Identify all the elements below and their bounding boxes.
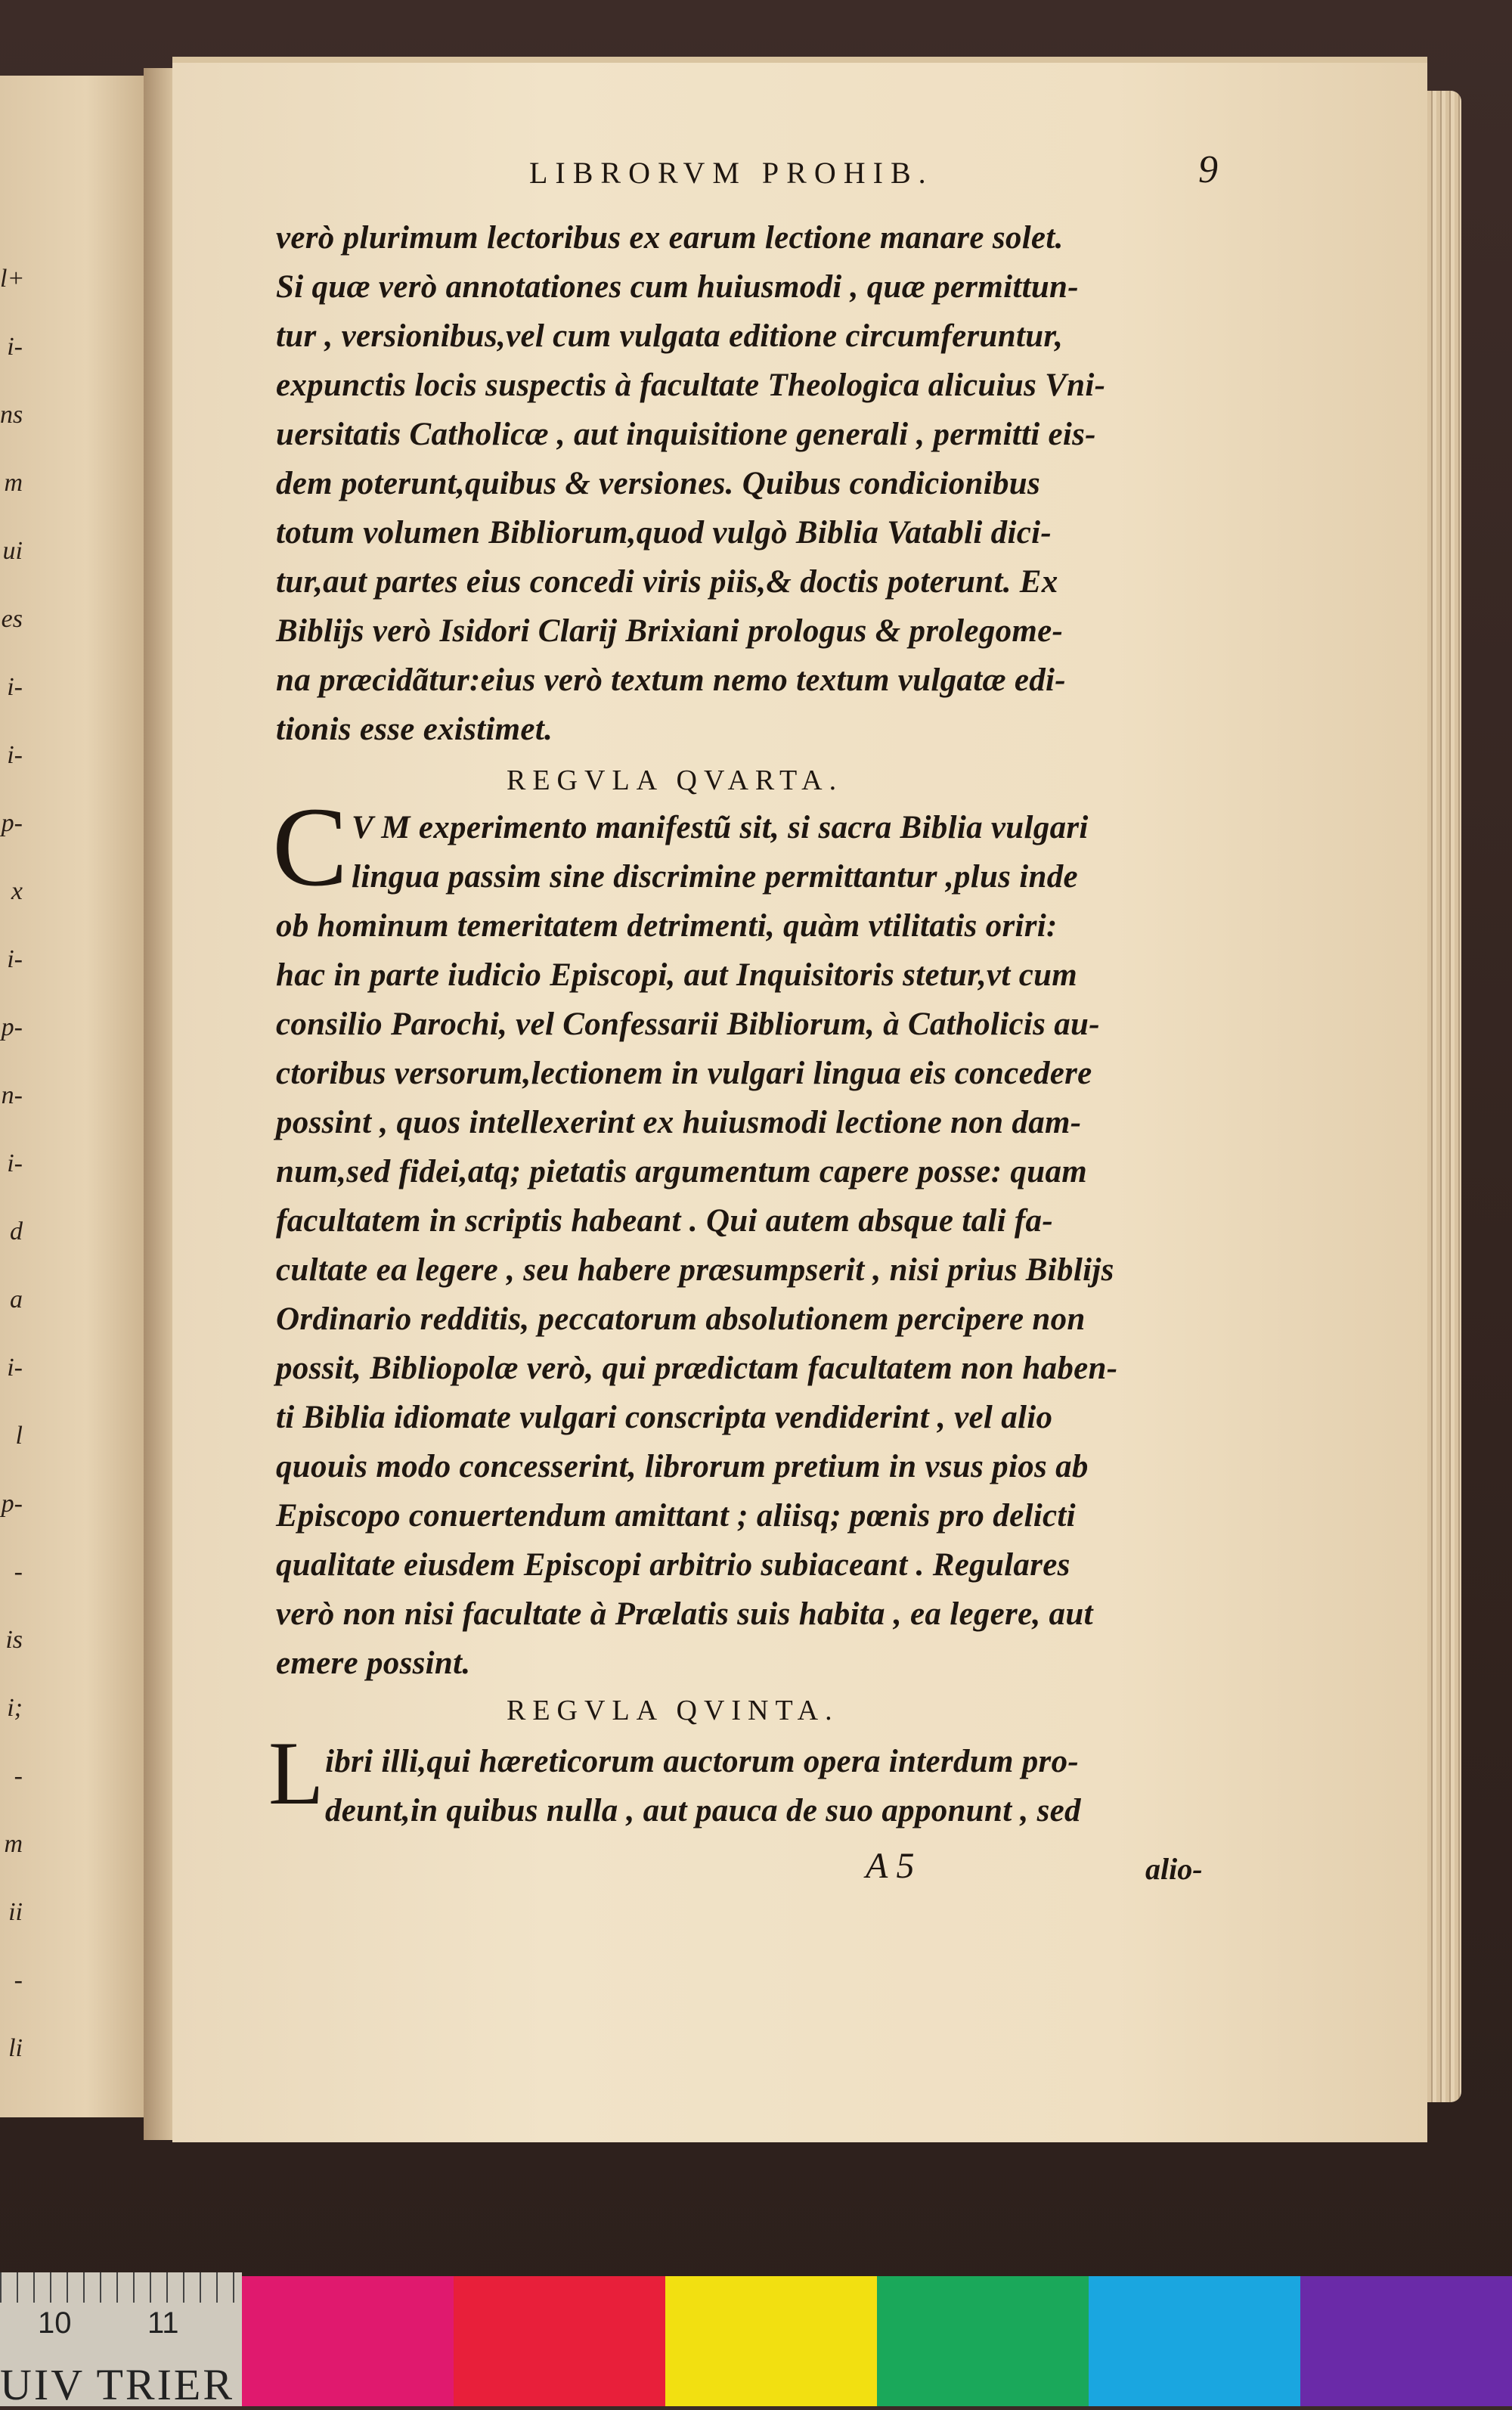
left-page-fragment: ui (2, 537, 23, 565)
page-number: 9 (1198, 148, 1218, 191)
text-line: facultatem in scriptis habeant . Qui autem absque tali fa- (276, 1203, 1053, 1239)
text-line: deunt,in quibus nulla , aut pauca de suo apponunt , sed (325, 1793, 1081, 1828)
color-patch (1300, 2276, 1512, 2406)
left-page-fragment: i- (7, 673, 23, 701)
heading-regula-quinta: REGVLA QVINTA. (507, 1695, 839, 1726)
text-line: possint , quos intellexerint ex huiusmodi lectione non dam- (276, 1105, 1082, 1140)
text-line: emere possint. (276, 1645, 471, 1681)
left-page-fragment: n- (1, 1081, 23, 1109)
text-line: ob hominum temeritatem detrimenti, quàm vtilitatis oriri: (276, 908, 1058, 944)
text-line: ibri illi,qui hæreticorum auctorum opera interdum pro- (325, 1744, 1079, 1779)
text-line: consilio Parochi, vel Confessarii Bibliorum, à Catholicis au- (276, 1006, 1100, 1042)
left-page-fragment: x (11, 877, 23, 905)
dropcap-c: C (272, 784, 349, 910)
left-page-fragment: ii (8, 1898, 23, 1926)
left-page-fragment: ns (0, 401, 23, 429)
text-line: Biblijs verò Isidori Clarij Brixiani prologus & prolegome- (276, 613, 1064, 649)
ruler-number: 11 (147, 2306, 179, 2340)
left-page-fragment: p- (1, 1013, 23, 1041)
text-line: ctoribus versorum,lectionem in vulgari lingua eis concedere (276, 1056, 1092, 1091)
text-line: totum volumen Bibliorum,quod vulgò Biblia Vatabli dici- (276, 515, 1052, 551)
text-line: Ordinario redditis, peccatorum absolutionem percipere non (276, 1301, 1086, 1337)
text-line: possit, Bibliopolæ verò, qui prædictam facultatem non haben- (276, 1351, 1118, 1386)
text-line: tur,aut partes eius concedi viris piis,& doctis poterunt. Ex (276, 564, 1058, 600)
text-line: qualitate eiusdem Episcopi arbitrio subiaceant . Regulares (276, 1547, 1070, 1583)
text-line: ti Biblia idiomate vulgari conscripta vendiderint , vel alio (276, 1400, 1053, 1435)
text-line: na præcidãtur:eius verò textum nemo textum vulgatæ edi- (276, 662, 1066, 698)
text-line: uersitatis Catholicæ , aut inquisitione generali , permitti eis- (276, 417, 1096, 452)
left-page-fragment: l (15, 1422, 23, 1450)
color-patch (1089, 2276, 1300, 2406)
left-page-fragments (0, 76, 144, 2117)
left-page-fragment: d (10, 1217, 23, 1245)
dropcap-l: L (268, 1723, 324, 1823)
left-page-fragment: p- (1, 1490, 23, 1518)
text-line: num,sed fidei,atq; pietatis argumentum capere posse: quam (276, 1154, 1087, 1189)
ruler-number: 10 (38, 2306, 72, 2340)
left-page-fragment: - (14, 1966, 23, 1994)
text-line: cultate ea legere , seu habere præsumpserit , nisi prius Biblijs (276, 1252, 1114, 1288)
heading-regula-quarta: REGVLA QVARTA. (507, 765, 844, 796)
book-gutter (144, 68, 174, 2140)
text-line: quouis modo concesserint, librorum pretium in vsus pios ab (276, 1449, 1089, 1484)
text-line: Episcopo conuertendum amittant ; aliisq; pœnis pro delicti (276, 1498, 1076, 1534)
left-page-fragment: - (14, 1762, 23, 1790)
text-line: verò plurimum lectoribus ex earum lectione manare solet. (276, 220, 1064, 256)
text-line: Si quæ verò annotationes cum huiusmodi , quæ permittun- (276, 269, 1079, 305)
left-page-fragment: i; (7, 1694, 23, 1722)
color-patch (242, 2276, 454, 2406)
text-line: tur , versionibus,vel cum vulgata editione circumferuntur, (276, 318, 1064, 354)
left-page-fragment: m (4, 1830, 23, 1858)
color-patch (877, 2276, 1089, 2406)
left-page-fragment: is (5, 1626, 23, 1654)
text-line: lingua passim sine discrimine permittantur ,plus inde (352, 859, 1078, 895)
left-page-fragment: p- (1, 809, 23, 837)
text-line: V M experimento manifestũ sit, si sacra Biblia vulgari (352, 810, 1089, 845)
text-line: dem poterunt,quibus & versiones. Quibus condicionibus (276, 466, 1041, 501)
left-page-fragment: i- (7, 741, 23, 769)
running-head: LIBRORVM PROHIB. (529, 156, 934, 190)
ruler-label: UIV TRIER (0, 2360, 235, 2409)
left-page-fragment: l+ (0, 265, 25, 293)
catchword: alio- (1145, 1852, 1203, 1886)
left-page-fragment: i- (7, 945, 23, 973)
left-page-fragment: - (14, 1558, 23, 1586)
color-patch (454, 2276, 665, 2406)
left-page-fragment: a (10, 1286, 23, 1314)
signature-mark: A 5 (866, 1846, 915, 1886)
left-page (0, 76, 148, 2117)
left-page-fragment: li (8, 2034, 23, 2062)
text-line: hac in parte iudicio Episcopi, aut Inquisitoris stetur,vt cum (276, 957, 1078, 993)
page-edge-stack (1427, 91, 1461, 2102)
text-line: verò non nisi facultate à Prælatis suis habita , ea legere, aut (276, 1596, 1093, 1632)
scale-ruler (0, 2272, 242, 2409)
left-page-fragment: es (1, 605, 23, 633)
left-page-fragment: m (4, 469, 23, 497)
left-page-fragment: i- (7, 1354, 23, 1382)
left-page-fragment: i- (7, 333, 23, 361)
text-line: expunctis locis suspectis à facultate Theologica alicuius Vni- (276, 368, 1106, 403)
ruler-ticks (0, 2272, 242, 2303)
color-patch (665, 2276, 877, 2406)
left-page-fragment: i- (7, 1149, 23, 1177)
text-line: tionis esse existimet. (276, 712, 553, 747)
